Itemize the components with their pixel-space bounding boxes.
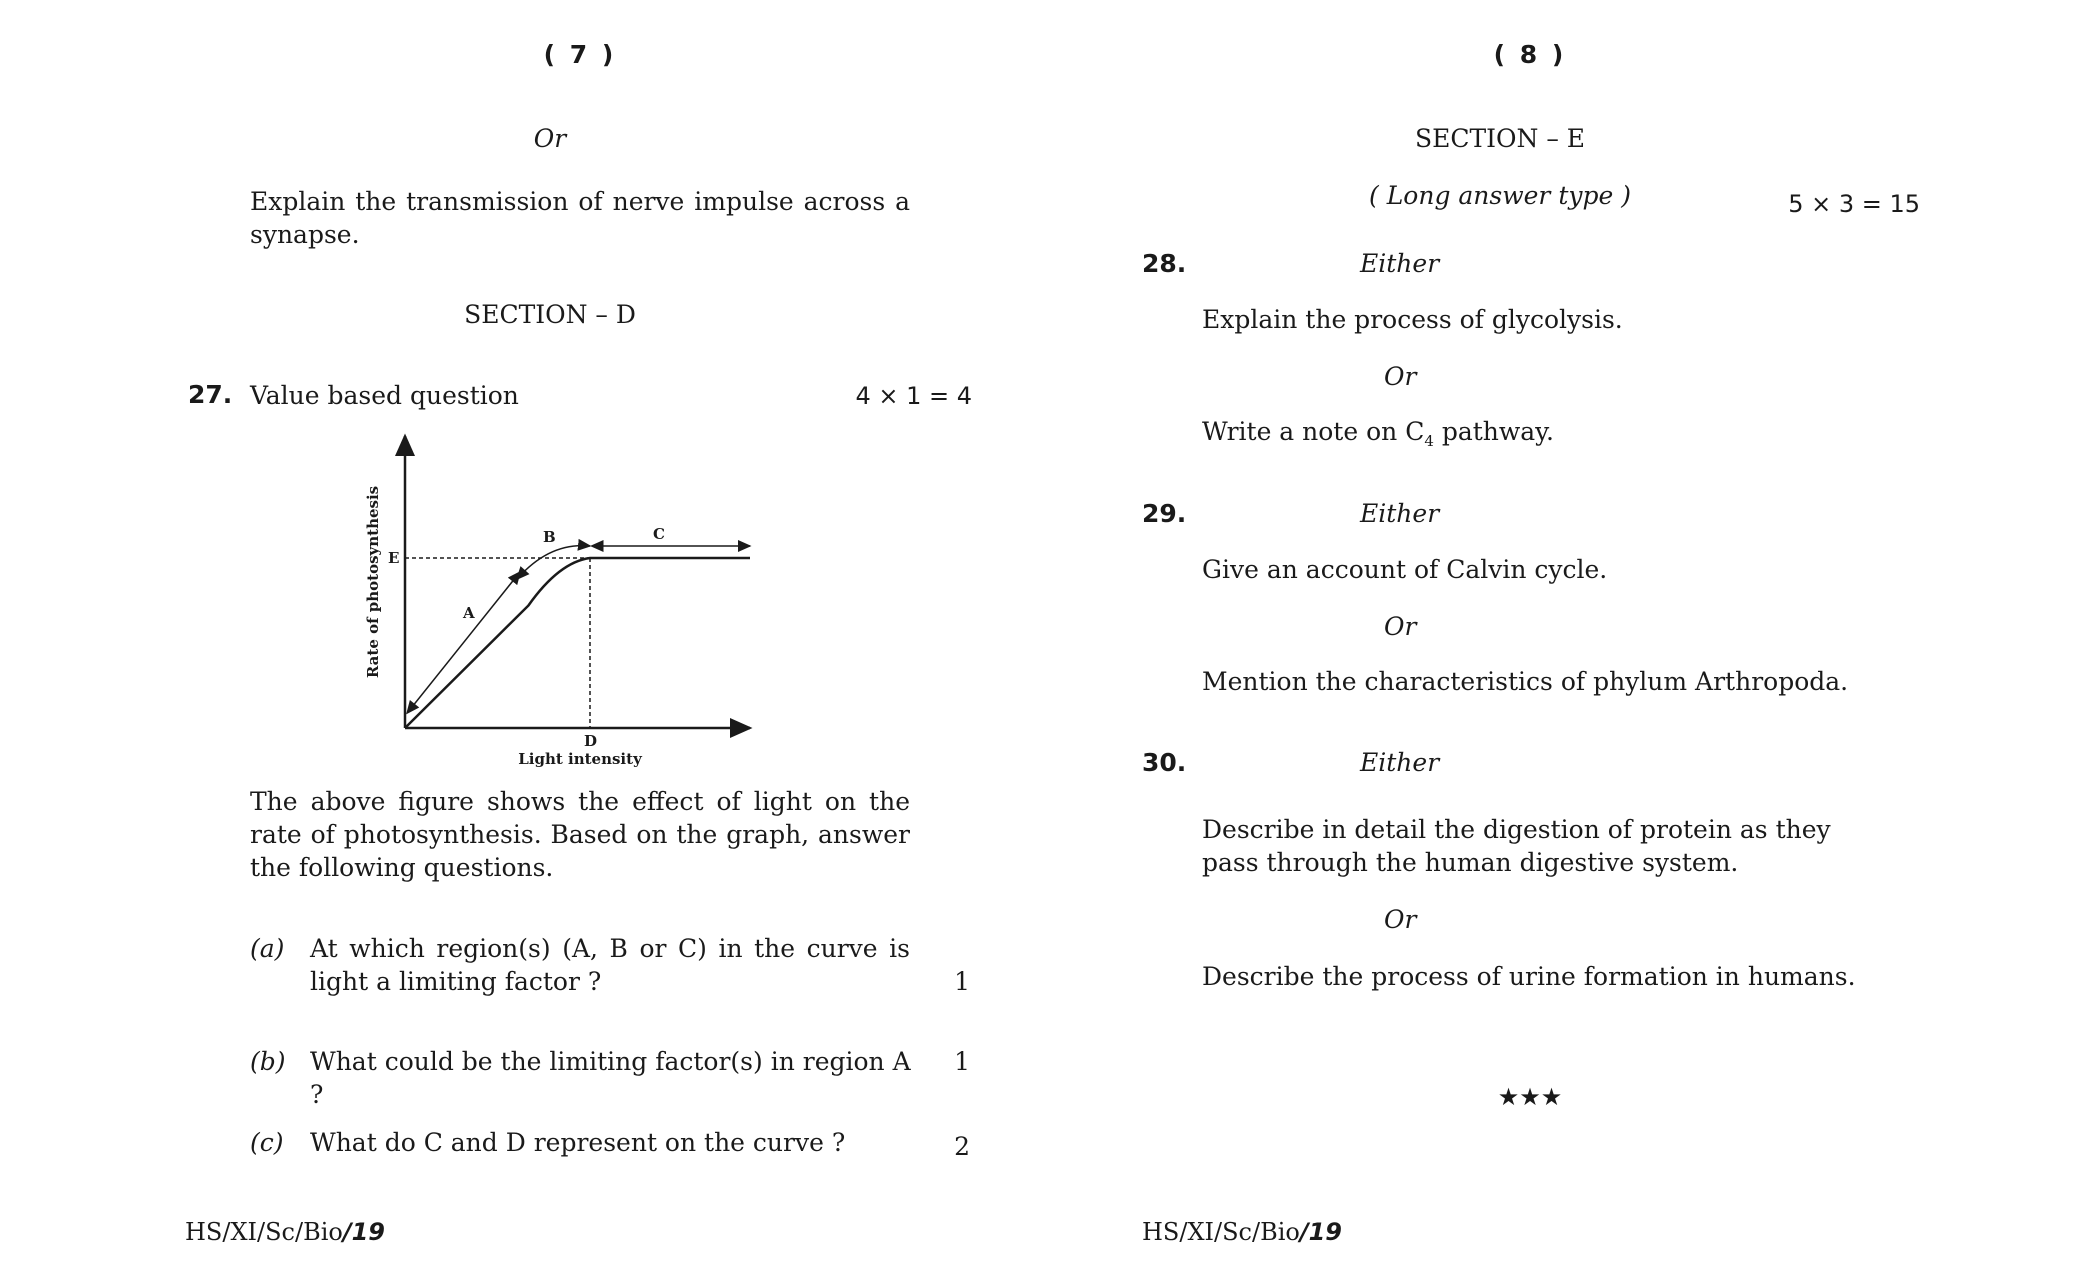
point-label-d: D xyxy=(584,732,598,750)
y-axis-label: Rate of photosynthesis xyxy=(364,485,382,679)
question-number: 28. xyxy=(1142,249,1187,278)
point-label-e: E xyxy=(388,549,400,567)
part-a-marks: 1 xyxy=(954,967,970,996)
question-28-second-pre: Write a note on C xyxy=(1202,417,1425,446)
or-label: Or xyxy=(1384,905,1417,934)
part-b-marks: 1 xyxy=(954,1047,970,1076)
footer-code: HS/XI/Sc/Bio xyxy=(185,1218,343,1246)
section-e-marks: 5 × 3 = 15 xyxy=(1788,190,1920,218)
question-28-first: Explain the process of glycolysis. xyxy=(1202,305,1623,334)
part-a-label: (a) xyxy=(250,934,285,963)
question-30-second: Describe the process of urine formation in humans. xyxy=(1202,962,1856,991)
either-label: Either xyxy=(1360,249,1440,278)
part-b-text: What could be the limiting factor(s) in region A ? xyxy=(310,1047,911,1109)
photosynthesis-chart xyxy=(350,430,770,770)
question-number: 27. xyxy=(188,380,233,409)
question-number: 29. xyxy=(1142,499,1187,528)
either-label: Either xyxy=(1360,499,1440,528)
footer-number: /19 xyxy=(342,1218,386,1246)
part-c-label: (c) xyxy=(250,1128,284,1157)
point-label-b: B xyxy=(543,528,556,546)
section-d-heading: SECTION – D xyxy=(464,300,636,329)
photosynthesis-curve xyxy=(405,558,750,728)
part-c-marks: 2 xyxy=(954,1132,970,1161)
region-a-arrow xyxy=(408,572,520,712)
or-label: Or xyxy=(533,124,567,153)
question-marks: 4 × 1 = 4 xyxy=(855,382,972,410)
page-number-left: ( 7 ) xyxy=(543,40,617,69)
question-28-second-post: pathway. xyxy=(1433,417,1554,446)
point-label-a: A xyxy=(463,604,475,622)
section-e-heading: SECTION – E xyxy=(1414,124,1586,153)
or-label: Or xyxy=(1384,362,1417,391)
point-label-c: C xyxy=(653,525,665,543)
footer-number: /19 xyxy=(1299,1218,1343,1246)
question-29-first: Give an account of Calvin cycle. xyxy=(1202,555,1608,584)
question-28-second xyxy=(1202,415,1554,458)
question-26-alternative: Explain the transmission of nerve impulse across a synapse. xyxy=(250,187,910,249)
question-29-second: Mention the characteristics of phylum Arthropoda. xyxy=(1202,667,1849,696)
question-title: Value based question xyxy=(250,381,519,410)
part-b-label: (b) xyxy=(250,1047,286,1076)
x-axis-label: Light intensity xyxy=(518,750,642,768)
question-27-description: The above figure shows the effect of light on the rate of photosynthesis. Based on the graph, answer the following questions. xyxy=(250,787,910,882)
question-30-first: Describe in detail the digestion of protein as they pass through the human digestive system. xyxy=(1202,815,1831,877)
footer-right xyxy=(1142,1218,1342,1246)
question-28-second-sub: 4 xyxy=(1424,432,1434,450)
part-a-text: At which region(s) (A, B or C) in the curve is light a limiting factor ? xyxy=(310,934,910,996)
footer-code: HS/XI/Sc/Bio xyxy=(1142,1218,1300,1246)
footer-left xyxy=(185,1218,385,1246)
end-mark: ★★★ xyxy=(1497,1083,1563,1111)
page-number-right: ( 8 ) xyxy=(1493,40,1567,69)
part-c-text: What do C and D represent on the curve ? xyxy=(310,1128,846,1157)
either-label: Either xyxy=(1360,748,1440,777)
or-label: Or xyxy=(1384,612,1417,641)
question-number: 30. xyxy=(1142,748,1187,777)
section-e-type: ( Long answer type ) xyxy=(1369,181,1631,210)
